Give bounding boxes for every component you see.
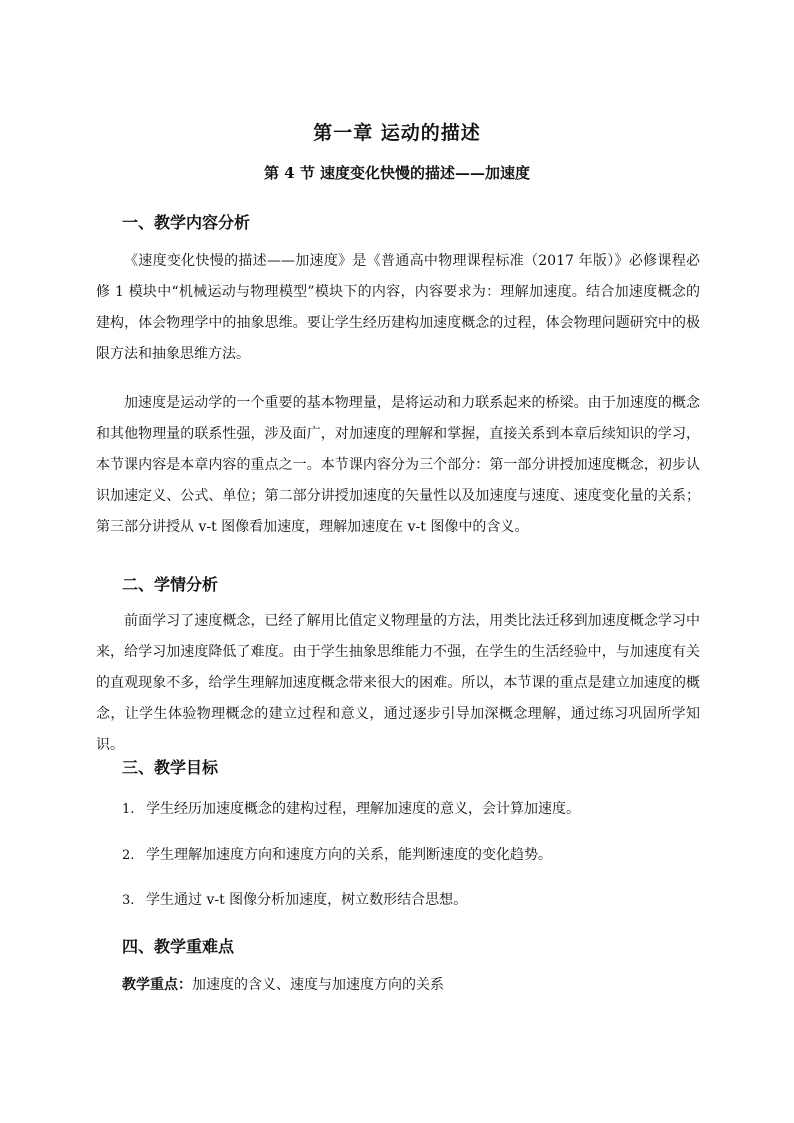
list-item	[122, 889, 467, 909]
chapter-title: 第一章 运动的描述	[313, 122, 481, 144]
section-title: 第 4 节 速度变化快慢的描述——加速度	[263, 164, 531, 182]
list-item-text: 学生通过 v-t 图像分析加速度，树立数形结合思想。	[146, 892, 468, 908]
heading-key-points: 四、教学重难点	[122, 937, 235, 956]
list-item-number: 1.	[122, 802, 135, 817]
paragraph-content-analysis-2: 加速度是运动学的一个重要的基本物理量，是将运动和力联系起来的桥梁。由于加速度的概念和其他物理量的联系性强，涉及面广，对加速度的理解和掌握，直接关系到本章后续知识的学习，本节课内容是本章内容的重点之一。本节课内容分为三个部分：第一部分讲授加速度概念，初步认识加速定义、公式、单位；第二部分讲授加速度的矢量性以及加速度与速度、速度变化量的关系；第三部分讲授从 v-t 图像看加速度，理解加速度在 v-t 图像中的含义。	[96, 395, 700, 535]
list-item-text: 学生理解加速度方向和速度方向的关系，能判断速度的变化趋势。	[146, 847, 552, 863]
list-item	[122, 844, 552, 864]
teaching-focus-text: 加速度的含义、速度与加速度方向的关系	[192, 977, 444, 993]
list-item-number: 3.	[122, 893, 135, 908]
paragraph-student-analysis: 前面学习了速度概念，已经了解用比值定义物理量的方法，用类比法迁移到加速度概念学习中来，给学习加速度降低了难度。由于学生抽象思维能力不强，在学生的生活经验中，与加速度有关的直观现象不多，给学生理解加速度概念带来很大的困难。所以，本节课的重点是建立加速度的概念，让学生体验物理概念的建立过程和意义，通过逐步引导加深概念理解，通过练习巩固所学知识。	[96, 613, 700, 753]
teaching-focus-line	[122, 974, 444, 994]
list-item-number: 2.	[122, 848, 135, 863]
heading-teaching-goals: 三、教学目标	[122, 758, 219, 777]
list-item	[122, 798, 580, 818]
list-item-text: 学生经历加速度概念的建构过程，理解加速度的意义，会计算加速度。	[146, 801, 580, 817]
heading-student-analysis: 二、学情分析	[122, 575, 219, 594]
heading-content-analysis: 一、教学内容分析	[122, 213, 251, 232]
teaching-focus-label: 教学重点：	[122, 977, 192, 993]
paragraph-content-analysis-1: 《速度变化快慢的描述——加速度》是《普通高中物理课程标准（2017 年版）》必修课程必修 1 模块中“机械运动与物理模型”模块下的内容，内容要求为：理解加速度。结合加速度概念的建构，体会物理学中的抽象思维。要让学生经历建构加速度概念的过程，体会物理问题研究中的极限方法和抽象思维方法。	[96, 253, 700, 362]
